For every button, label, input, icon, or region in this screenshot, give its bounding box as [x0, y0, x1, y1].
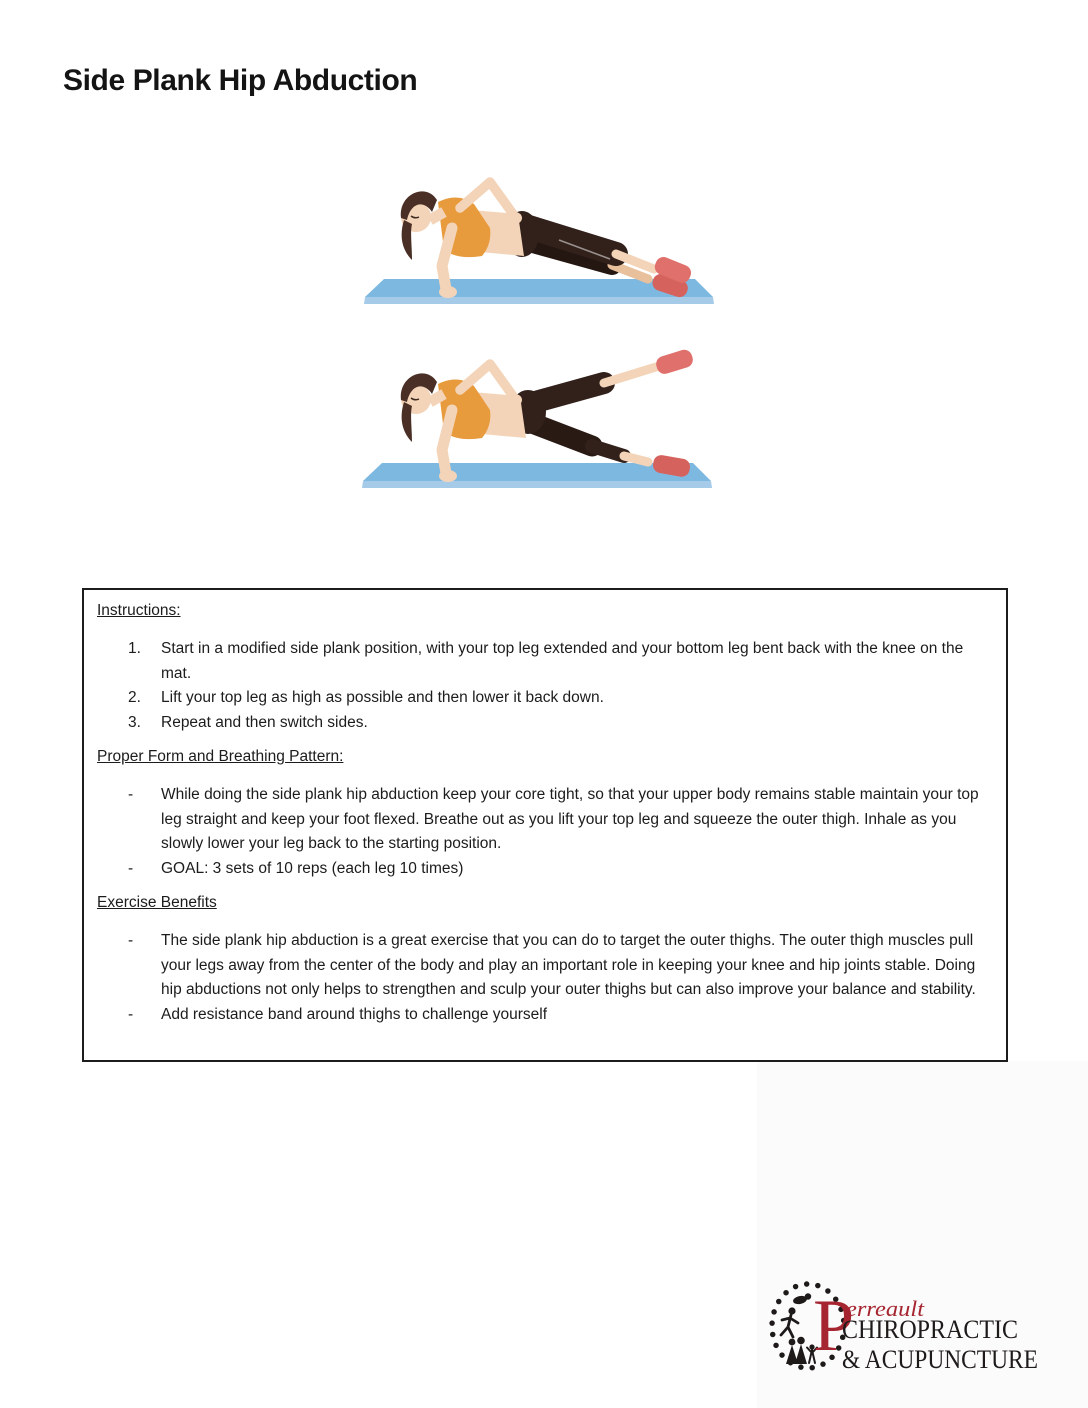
list-item: [128, 711, 988, 736]
side-plank-start-illustration: [354, 162, 734, 312]
list-marker: 3.: [128, 713, 141, 731]
dash-list: [128, 929, 988, 1027]
page-title: Side Plank Hip Abduction: [63, 64, 418, 97]
list-marker: -: [128, 1005, 134, 1023]
clinic-logo: [762, 1276, 1062, 1380]
logo-name-rest: erreault: [846, 1296, 925, 1321]
list-marker: 2.: [128, 689, 141, 706]
dash-list: [128, 783, 988, 881]
list-item-text: Add resistance band around thighs to challenge yourself: [161, 1005, 548, 1023]
list-item-text: Repeat and then switch sides.: [161, 713, 368, 731]
section-heading: Exercise Benefits: [97, 894, 217, 911]
instructions-box: [82, 588, 1008, 1062]
shoe-icon: [654, 348, 695, 376]
baby-silhouette-icon: [792, 1293, 811, 1305]
list-item-text: GOAL: 3 sets of 10 reps (each leg 10 times): [161, 859, 464, 877]
section-benefits: [97, 890, 988, 1027]
list-marker: -: [128, 786, 134, 803]
list-item: [128, 686, 988, 711]
list-item: [128, 929, 988, 1003]
list-item-text: While doing the side plank hip abduction keep your core tight, so that your upper body remains stable maintain your top leg straight and keep your foot flexed. Breathe out as you lift your top leg and squeeze the outer thigh. Inhale as you slowly lower your leg back to the starting position.: [161, 786, 979, 852]
runner-silhouette-icon: [781, 1307, 798, 1337]
list-item-text: The side plank hip abduction is a great exercise that you can do to target the outer thighs. The outer thigh muscles pull your legs away from the center of the body and play an important role in keeping your knee and hip joints stable. Doing hip abductions not only helps to strengthen and sculp your outer thighs but can also improve your balance and stability.: [161, 932, 976, 998]
section-heading: Proper Form and Breathing Pattern:: [97, 748, 344, 765]
section-heading: Instructions:: [97, 602, 181, 619]
list-item-text: Start in a modified side plank position, with your top leg extended and your bottom leg bent back with the knee on the mat.: [161, 640, 964, 682]
section-proper-form: [97, 744, 988, 881]
list-item: [128, 857, 988, 882]
logo-line1: CHIROPRACTIC: [842, 1315, 1018, 1344]
list-item: [128, 1003, 988, 1028]
woman-figure: [401, 348, 695, 482]
logo-line2: & ACUPUNCTURE: [842, 1345, 1038, 1374]
logo-initial: P: [813, 1285, 855, 1367]
side-plank-leg-raised-illustration: [352, 336, 732, 496]
list-item: [128, 783, 988, 857]
list-marker: -: [128, 859, 134, 877]
list-item-text: Lift your top leg as high as possible and then lower it back down.: [161, 689, 604, 706]
numbered-list: [128, 637, 988, 735]
list-item: [128, 637, 988, 686]
list-marker: 1.: [128, 640, 141, 657]
list-marker: -: [128, 932, 134, 949]
section-instructions: [97, 598, 988, 735]
